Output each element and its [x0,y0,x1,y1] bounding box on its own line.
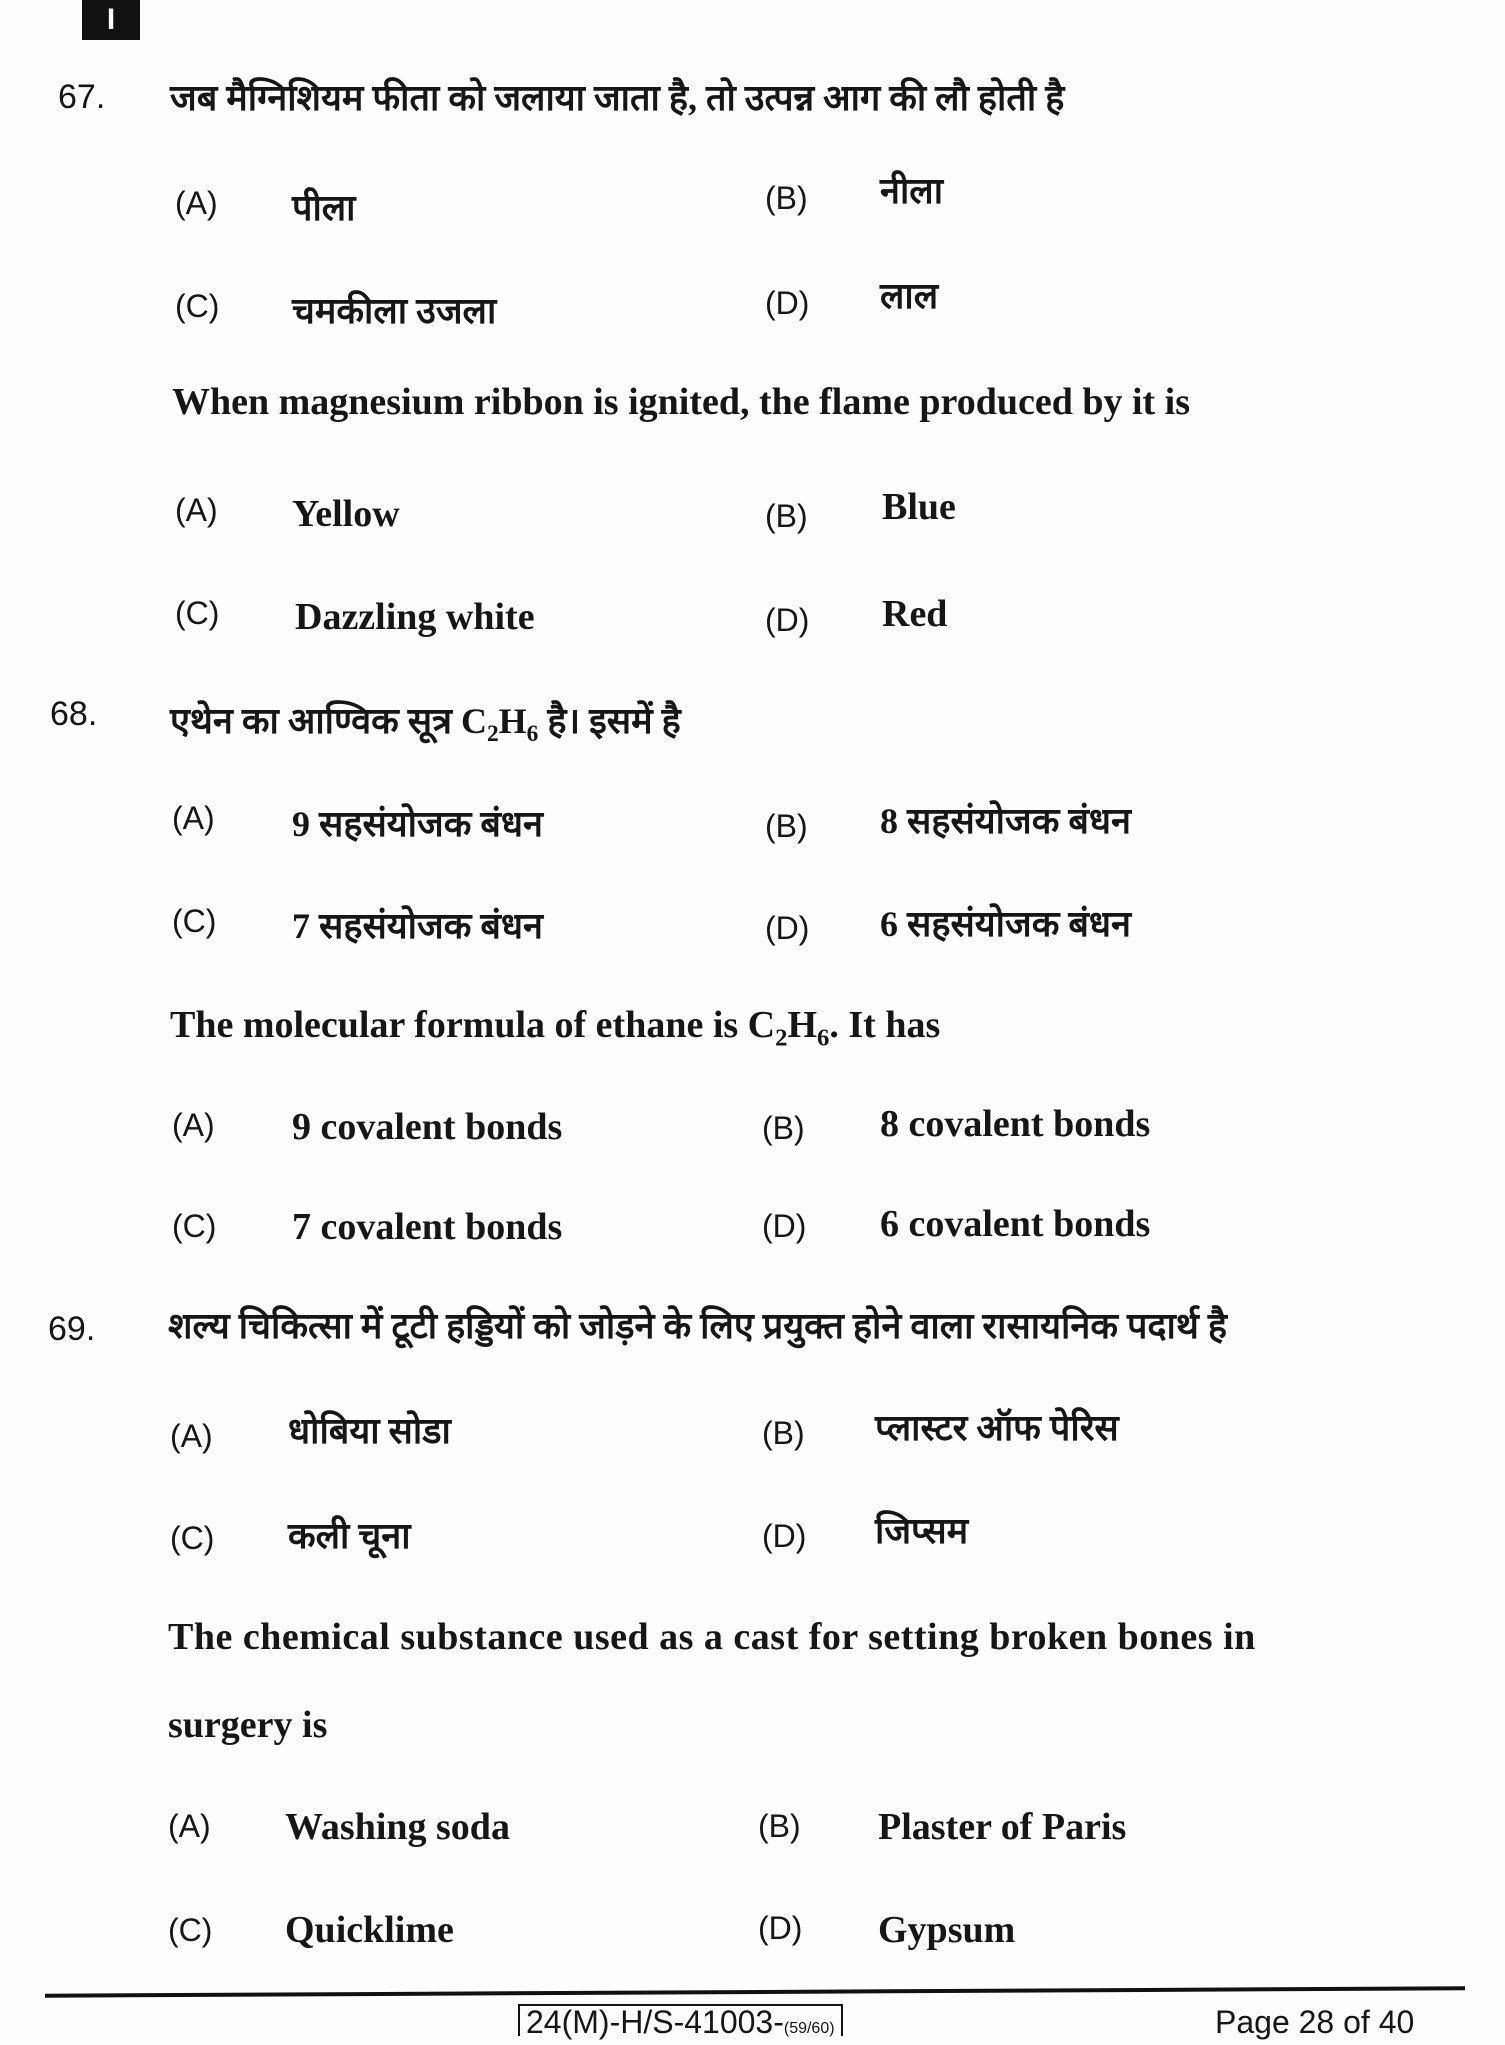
option-text: प्लास्टर ऑफ पेरिस [875,1408,1119,1448]
subscript: 6 [526,721,539,748]
page-number: Page 28 of 40 [1215,2004,1415,2040]
question-text-hindi [170,695,681,748]
option-label: (C) [175,288,220,324]
option-label: (A) [175,492,218,528]
option-label: (A) [175,185,218,221]
question-text-english-cont: surgery is [168,1704,328,1746]
hindi-pre: एथेन का आण्विक सूत्र C [170,701,487,741]
paper-code-main: 24(M)-H/S-41003- [526,2004,784,2040]
option-text: 9 सहसंयोजक बंधन [292,804,544,844]
option-label: (B) [762,1110,805,1146]
option-text: Quicklime [285,1909,454,1951]
option-text: जिप्सम [875,1511,969,1551]
question-number: 69. [48,1310,96,1348]
option-label: (C) [170,1520,215,1556]
formula-h: H [498,701,527,741]
option-text: Blue [882,486,956,528]
option-text: 8 सहसंयोजक बंधन [880,801,1132,841]
option-label: (B) [765,498,808,534]
option-text: कली चूना [288,1516,411,1556]
option-label: (A) [168,1808,211,1844]
option-label: (C) [168,1912,213,1948]
option-text: 6 सहसंयोजक बंधन [880,904,1132,944]
subscript: 2 [486,721,499,748]
footer-divider [45,1986,1465,1997]
question-number: 67. [58,78,106,116]
option-text: 9 covalent bonds [292,1106,563,1148]
option-text: लाल [880,276,939,316]
option-label: (D) [762,1208,807,1244]
option-text: नीला [880,171,944,211]
option-label: (D) [758,1910,803,1946]
option-text: धोबिया सोडा [288,1411,451,1451]
option-text: Gypsum [878,1909,1016,1951]
option-label-marked: (C) [172,1208,217,1244]
option-label: (A) [170,1418,213,1454]
option-label-marked: (B) [758,1808,801,1844]
option-text: पीला [292,188,356,228]
paper-code [518,2004,843,2040]
option-text: 7 covalent bonds [292,1206,563,1248]
option-label: (D) [762,1518,807,1554]
hindi-post: है। इसमें है [538,701,681,741]
option-text: चमकीला उजला [292,291,497,331]
option-label-marked: (C) [175,595,220,631]
option-label: (A) [172,1107,215,1143]
question-text-hindi: जब मैग्निशियम फीता को जलाया जाता है, तो उत्पन्न आग की लौ होती है [170,78,1065,118]
option-text: Yellow [292,493,400,535]
option-label: (B) [765,180,808,216]
english-post: . It has [829,1004,941,1046]
option-label: (D) [765,602,810,638]
section-badge: I [82,0,140,40]
option-label: (C) [172,903,217,939]
option-text: Plaster of Paris [878,1806,1127,1848]
question-text-english: When magnesium ribbon is ignited, the flame produced by it is [172,381,1191,423]
option-label: (D) [765,285,810,321]
option-text: Red [882,593,948,635]
english-pre: The molecular formula of ethane is C [170,1004,776,1046]
subscript: 6 [817,1024,830,1052]
option-text: 6 covalent bonds [880,1203,1151,1245]
formula-h: H [787,1004,818,1046]
option-label: (D) [765,910,810,946]
option-label: (B) [765,808,808,844]
question-text-hindi: शल्य चिकित्सा में टूटी हड्डियों को जोड़ने के लिए प्रयुक्त होने वाला रासायनिक पदार्थ है [168,1306,1227,1346]
option-text: 7 सहसंयोजक बंधन [292,906,544,946]
subscript: 2 [775,1024,788,1052]
option-label: (A) [172,800,215,836]
question-number: 68. [50,695,98,733]
option-text: Dazzling white [295,596,535,638]
option-label: (B) [762,1415,805,1451]
option-text: 8 covalent bonds [880,1103,1151,1145]
paper-code-suffix: (59/60) [783,2020,835,2037]
question-text-english: The chemical substance used as a cast for setting broken bones in [168,1616,1256,1658]
question-text-english [170,1003,940,1053]
option-text: Washing soda [285,1806,510,1848]
